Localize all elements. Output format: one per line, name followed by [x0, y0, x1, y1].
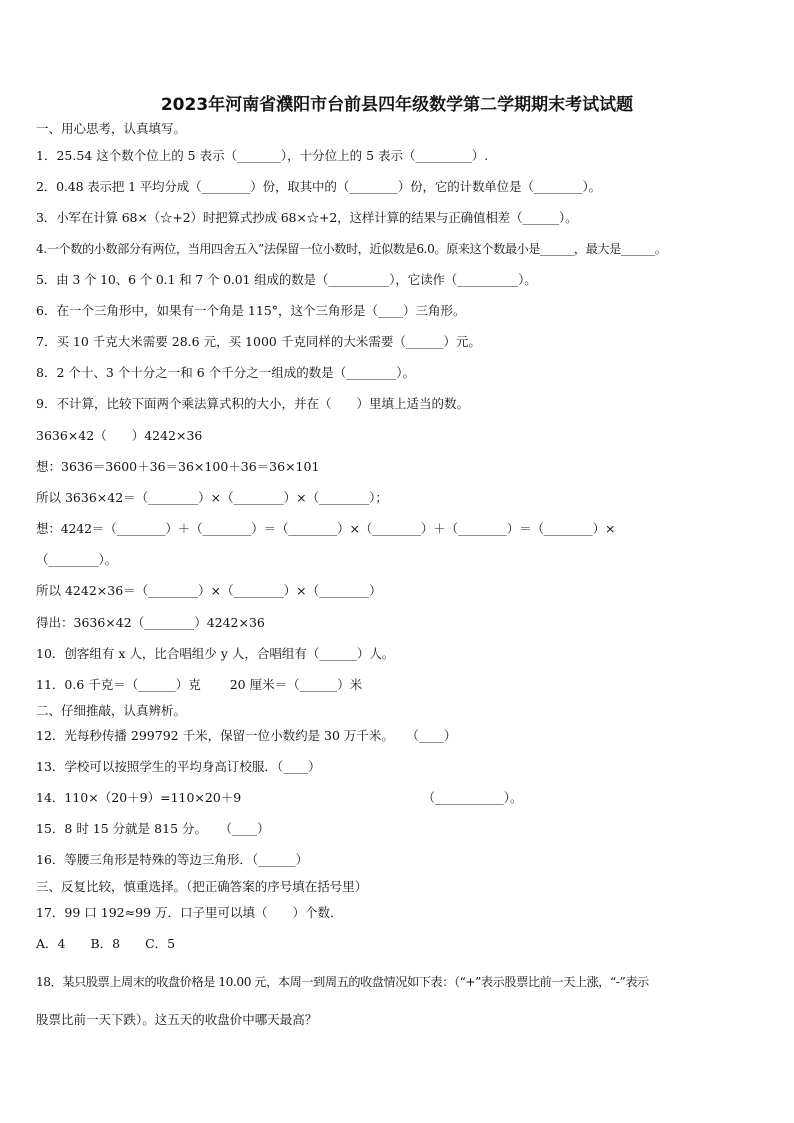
section-heading-3: 三、反复比较，慎重选择。（把正确答案的序号填在括号里） — [36, 879, 368, 894]
question-6: 6．在一个三角形中，如果有一个角是 115°，这个三角形是（____）三角形。 — [36, 303, 466, 318]
question-9-think-1: 想：3636＝3600＋36＝36×100＋36＝36×101 — [36, 459, 320, 474]
question-15: 15．8 时 15 分就是 815 分。 （____） — [36, 821, 270, 836]
question-3: 3．小军在计算 68×（☆+2）时把算式抄成 68×☆+2，这样计算的结果与正确值相差（______）。 — [36, 210, 578, 225]
question-13: 13．学校可以按照学生的平均身高订校服．（____） — [36, 759, 321, 774]
question-18-line-2: 股票比前一天下跌）。这五天的收盘价中哪天最高？ — [36, 1012, 318, 1027]
question-9-think-2-cont: （________）。 — [36, 552, 118, 567]
question-9-compare: 3636×42（ ）4242×36 — [36, 428, 203, 443]
question-17: 17．99 口 192≈99 万．口子里可以填（ ）个数． — [36, 905, 343, 920]
question-5: 5．由 3 个 10、6 个 0.1 和 7 个 0.01 组成的数是（__________），它读作（__________）。 — [36, 272, 537, 287]
question-2: 2．0.48 表示把 1 平均分成（________）份，取其中的（________）份，它的计数单位是（________）。 — [36, 179, 601, 194]
question-18-line-1: 18．某只股票上周末的收盘价格是 10.00 元，本周一到周五的收盘情况如下表：（“+”表示股票比前一天上涨，“-”表示 — [36, 975, 649, 989]
question-9-so-2: 所以 4242×36＝（________）×（________）×（________） — [36, 583, 382, 598]
question-1: 1．25.54 这个数个位上的 5 表示（_______），十分位上的 5 表示（_________）. — [36, 148, 489, 163]
question-9-conclusion: 得出：3636×42（________）4242×36 — [36, 615, 265, 630]
section-heading-1: 一、用心思考，认真填写。 — [36, 121, 187, 136]
question-8: 8．2 个十、3 个十分之一和 6 个千分之一组成的数是（________）。 — [36, 365, 415, 380]
question-7: 7．买 10 千克大米需要 28.6 元，买 1000 千克同样的大米需要（______）元。 — [36, 334, 481, 349]
question-14: 14．110×（20＋9）=110×20＋9 （___________）。 — [36, 790, 523, 805]
question-9-so-1: 所以 3636×42＝（________）×（________）×（________）； — [36, 490, 388, 505]
question-17-options: A．4 B．8 C．5 — [36, 936, 176, 951]
question-10: 10．创客组有 x 人，比合唱组少 y 人，合唱组有（______）人。 — [36, 646, 395, 661]
question-4: 4.一个数的小数部分有两位，当用四舍五入”法保留一位小数时，近似数是6.0。原来这个数最小是______，最大是______。 — [36, 242, 667, 256]
question-9: 9．不计算，比较下面两个乘法算式积的大小，并在（ ）里填上适当的数。 — [36, 396, 469, 411]
page-title: 2023年河南省濮阳市台前县四年级数学第二学期期末考试试题 — [160, 95, 634, 115]
question-12: 12．光每秒传播 299792 千米，保留一位小数约是 30 万千米。 （____） — [36, 728, 457, 743]
section-heading-2: 二、仔细推敲，认真辨析。 — [36, 703, 187, 718]
question-16: 16．等腰三角形是特殊的等边三角形．（______） — [36, 852, 309, 867]
question-11: 11．0.6 千克＝（______）克 20 厘米＝（______）米 — [36, 677, 363, 692]
question-9-think-2: 想：4242＝（________）＋（________）＝（________）×（________）＋（________）＝（________）× — [36, 521, 616, 536]
